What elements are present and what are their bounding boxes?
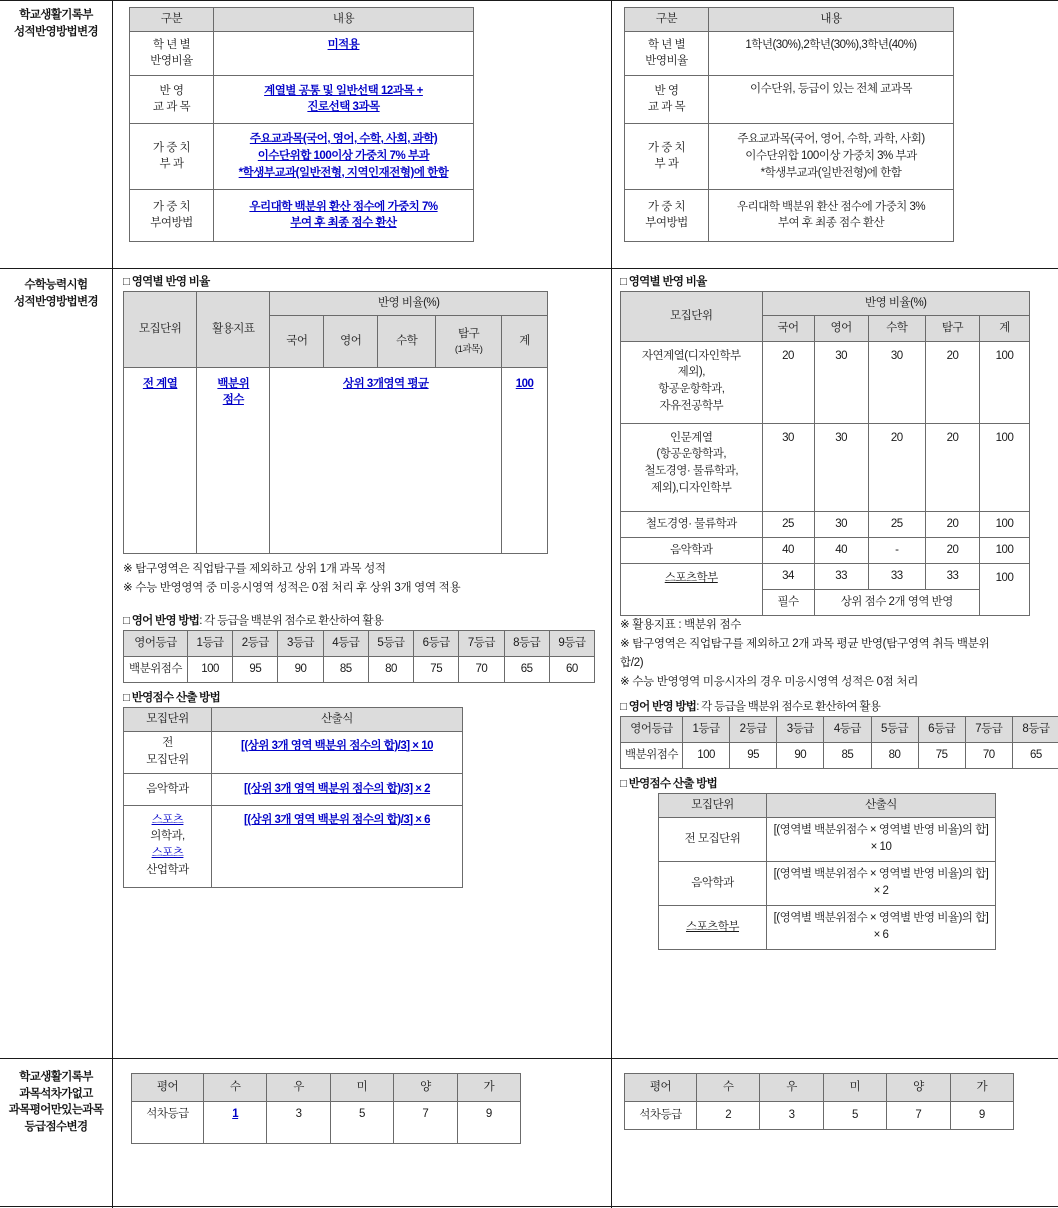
cell-unit: 자연계열(디자인학부 제외), 항공운항학과, 자유전공학부 xyxy=(621,341,763,423)
cell-score: 85 xyxy=(824,742,871,768)
cell-total: 100 xyxy=(502,367,548,553)
cell-formula: [(상위 3개 영역 백분위 점수의 합)/3] × 6 xyxy=(212,805,463,887)
col-header-grade: 7등급 xyxy=(965,716,1012,742)
col-header-unit: 모집단위 xyxy=(659,793,767,817)
right-ratio-table xyxy=(620,291,1030,616)
cell-score: 80 xyxy=(368,656,413,682)
col-header-english-grade: 영어등급 xyxy=(621,716,683,742)
cell-grade: 1 xyxy=(204,1102,267,1144)
col-header-ga: 가 xyxy=(950,1074,1013,1102)
col-header-grade: 6등급 xyxy=(414,630,459,656)
table-row xyxy=(124,292,548,316)
right-note: ※ 수능 반영영역 미응시자의 경우 미응시영역 성적은 0점 처리 xyxy=(620,673,1052,692)
table-row xyxy=(659,817,996,861)
right-note: 합/2) xyxy=(620,654,1052,673)
left-panel-suneung xyxy=(113,269,612,1059)
left-formula-section-title: □ 반영점수 산출 방법 xyxy=(123,689,605,705)
cell-value: 20 xyxy=(762,341,814,423)
col-header-mi: 미 xyxy=(330,1074,393,1102)
right-grade-table xyxy=(624,1073,1014,1130)
key-cell: 가 중 치 부 과 xyxy=(625,123,709,189)
cell-grade: 9 xyxy=(950,1102,1013,1130)
cell-score: 85 xyxy=(323,656,368,682)
cell-value: 30 xyxy=(814,341,868,423)
cell-score: 70 xyxy=(459,656,504,682)
row-header-percentile: 백분위점수 xyxy=(621,742,683,768)
col-header-index: 활용지표 xyxy=(197,292,270,368)
col-header-grade: 9등급 xyxy=(549,630,594,656)
right-english-conversion-table xyxy=(620,716,1058,769)
cell-score: 90 xyxy=(278,656,323,682)
right-panel-school-record xyxy=(612,1,1058,269)
cell-value: 40 xyxy=(814,537,868,563)
col-header-grade: 5등급 xyxy=(871,716,918,742)
value-cell: 우리대학 백분위 환산 점수에 가중치 3% 부여 후 최종 점수 환산 xyxy=(709,189,954,241)
col-header-math: 수학 xyxy=(378,315,436,367)
cell-score: 100 xyxy=(188,656,233,682)
table-row xyxy=(621,511,1030,537)
cell-index: 백분위 점수 xyxy=(197,367,270,553)
cell-unit: 철도경영· 물류학과 xyxy=(621,511,763,537)
row-header-rank: 석차등급 xyxy=(625,1102,697,1130)
col-header-grade: 2등급 xyxy=(233,630,278,656)
table-row xyxy=(621,537,1030,563)
cell-unit: 음악학과 xyxy=(659,861,767,905)
cell-formula: [(영역별 백분위점수 × 영역별 반영 비율)의 합] × 10 xyxy=(767,817,996,861)
table-row xyxy=(621,716,1058,742)
col-header-tamgu: 탐구 xyxy=(925,315,979,341)
table-row xyxy=(625,75,954,123)
key-cell: 가 중 치 부 과 xyxy=(130,123,214,189)
table-row xyxy=(124,367,548,553)
right-english-section-title: □ 영어 반영 방법: 각 등급을 백분위 점수로 환산하여 활용 xyxy=(620,698,1052,714)
cell-total: 100 xyxy=(980,511,1030,537)
key-cell: 가 중 치 부여방법 xyxy=(625,189,709,241)
cell-value: 33 xyxy=(925,563,979,589)
table-row xyxy=(124,805,463,887)
cell-grade: 5 xyxy=(823,1102,886,1130)
table-row xyxy=(124,656,595,682)
col-header-su: 수 xyxy=(204,1074,267,1102)
value-cell: 이수단위, 등급이 있는 전체 교과목 xyxy=(709,75,954,123)
left-panel-grade xyxy=(113,1059,612,1208)
left-english-section-title: □ 영어 반영 방법: 각 등급을 백분위 점수로 환산하여 활용 xyxy=(123,612,605,628)
cell-formula: [(영역별 백분위점수 × 영역별 반영 비율)의 합] × 6 xyxy=(767,905,996,949)
col-header-unit: 모집단위 xyxy=(621,292,763,342)
col-header-mi: 미 xyxy=(823,1074,886,1102)
col-header-grade: 4등급 xyxy=(824,716,871,742)
value-cell: 1학년(30%),2학년(30%),3학년(40%) xyxy=(709,31,954,75)
table-row xyxy=(132,1102,521,1144)
cell-required: 필수 xyxy=(762,589,814,615)
col-header-yang: 양 xyxy=(394,1074,457,1102)
cell-value: 30 xyxy=(762,423,814,511)
col-header-english: 영어 xyxy=(324,315,378,367)
col-header-grade: 8등급 xyxy=(1012,716,1058,742)
value-cell: 주요교과목(국어, 영어, 수학, 사회, 과학) 이수단위합 100이상 가중치 7% 부과 *학생부교과(일반전형, 지역인재전형)에 한함 xyxy=(214,123,474,189)
cell-value: 25 xyxy=(868,511,925,537)
cell-score: 100 xyxy=(683,742,730,768)
right-panel-suneung xyxy=(612,269,1058,1059)
col-header-math: 수학 xyxy=(868,315,925,341)
cell-formula: [(상위 3개 영역 백분위 점수의 합)/3] × 2 xyxy=(212,773,463,805)
left-note: ※ 탐구영역은 직업탐구를 제외하고 상위 1개 과목 성적 xyxy=(123,560,605,579)
col-header-korean: 국어 xyxy=(270,315,324,367)
table-row xyxy=(625,31,954,75)
table-row xyxy=(124,630,595,656)
cell-score: 65 xyxy=(1012,742,1058,768)
col-header-u: 우 xyxy=(267,1074,330,1102)
col-header-korean: 국어 xyxy=(762,315,814,341)
col-header-grade: 4등급 xyxy=(323,630,368,656)
cell-score: 95 xyxy=(730,742,777,768)
cell-formula: [(상위 3개 영역 백분위 점수의 합)/3] × 10 xyxy=(212,731,463,773)
col-header-yang: 양 xyxy=(887,1074,950,1102)
key-cell: 학 년 별 반영비율 xyxy=(625,31,709,75)
cell-total: 100 xyxy=(980,563,1030,615)
cell-score: 60 xyxy=(549,656,594,682)
cell-unit: 스포츠 의학과, 스포츠 산업학과 xyxy=(124,805,212,887)
value-cell: 우리대학 백분위 환산 점수에 가중치 7% 부여 후 최종 점수 환산 xyxy=(214,189,474,241)
key-cell: 반 영 교 과 목 xyxy=(130,75,214,123)
table-row xyxy=(625,1102,1014,1130)
cell-merged-average: 상위 3개영역 평균 xyxy=(270,367,502,553)
col-header-english: 영어 xyxy=(814,315,868,341)
value-cell: 계열별 공통 및 일반선택 12과목 + 진로선택 3과목 xyxy=(214,75,474,123)
col-header-naeyong: 내용 xyxy=(214,8,474,32)
cell-value: 30 xyxy=(814,423,868,511)
cell-note: 상위 점수 2개 영역 반영 xyxy=(814,589,979,615)
col-header-ga: 가 xyxy=(457,1074,520,1102)
left-ratio-table xyxy=(123,291,548,554)
table-row xyxy=(621,563,1030,589)
cell-unit: 인문계열 (항공운항학과, 철도경영· 물류학과, 제외),디자인학부 xyxy=(621,423,763,511)
cell-formula: [(영역별 백분위점수 × 영역별 반영 비율)의 합] × 2 xyxy=(767,861,996,905)
table-row xyxy=(130,8,474,32)
table-row xyxy=(659,793,996,817)
value-cell: 미적용 xyxy=(214,31,474,75)
table-row xyxy=(625,123,954,189)
cell-score: 95 xyxy=(233,656,278,682)
col-header-total: 계 xyxy=(502,315,548,367)
table-row xyxy=(130,123,474,189)
col-header-formula: 산출식 xyxy=(212,707,463,731)
cell-grade: 2 xyxy=(697,1102,760,1130)
cell-value: 20 xyxy=(925,537,979,563)
left-english-conversion-table xyxy=(123,630,595,683)
col-header-english-grade: 영어등급 xyxy=(124,630,188,656)
cell-value: 33 xyxy=(868,563,925,589)
row-label-line: 성적반영방법변경 xyxy=(14,294,98,311)
cell-score: 80 xyxy=(871,742,918,768)
table-row xyxy=(124,731,463,773)
col-header-unit: 모집단위 xyxy=(124,292,197,368)
row-label-suneung xyxy=(0,269,113,1059)
col-header-grade: 2등급 xyxy=(730,716,777,742)
col-header-u: 우 xyxy=(760,1074,823,1102)
cell-unit: 전 계열 xyxy=(124,367,197,553)
value-cell: 주요교과목(국어, 영어, 수학, 과학, 사회) 이수단위합 100이상 가중치 3% 부과 *학생부교과(일반전형)에 한함 xyxy=(709,123,954,189)
cell-value: 20 xyxy=(868,423,925,511)
right-formula-section-title: □ 반영점수 산출 방법 xyxy=(620,775,1052,791)
cell-score: 75 xyxy=(414,656,459,682)
cell-grade: 3 xyxy=(760,1102,823,1130)
row-label-line: 과목석차가없고 xyxy=(9,1086,104,1103)
cell-grade: 7 xyxy=(394,1102,457,1144)
col-header-total: 계 xyxy=(980,315,1030,341)
cell-score: 75 xyxy=(918,742,965,768)
cell-grade: 7 xyxy=(887,1102,950,1130)
cell-unit: 스포츠학부 xyxy=(659,905,767,949)
cell-value: 30 xyxy=(814,511,868,537)
table-row xyxy=(124,773,463,805)
cell-unit: 전 모집단위 xyxy=(124,731,212,773)
cell-value: 30 xyxy=(868,341,925,423)
left-grade-table xyxy=(131,1073,521,1144)
col-header-grade: 8등급 xyxy=(504,630,549,656)
col-header-gubun: 구분 xyxy=(625,8,709,32)
col-header-pyeongeo: 평어 xyxy=(132,1074,204,1102)
cell-unit: 음악학과 xyxy=(124,773,212,805)
col-header-grade: 3등급 xyxy=(777,716,824,742)
left-ratio-section-title: □ 영역별 반영 비율 xyxy=(123,273,605,289)
table-row xyxy=(130,75,474,123)
row-header-percentile: 백분위점수 xyxy=(124,656,188,682)
col-header-naeyong: 내용 xyxy=(709,8,954,32)
col-header-tamgu: 탐구 (1과목) xyxy=(436,315,502,367)
cell-score: 70 xyxy=(965,742,1012,768)
table-row xyxy=(621,341,1030,423)
col-header-grade: 3등급 xyxy=(278,630,323,656)
right-note: ※ 탐구영역은 직업탐구를 제외하고 2개 과목 평균 반영(탐구영역 취득 백분위 xyxy=(620,635,1052,654)
col-header-gubun: 구분 xyxy=(130,8,214,32)
cell-value: 40 xyxy=(762,537,814,563)
col-header-pyeongeo: 평어 xyxy=(625,1074,697,1102)
cell-value: 20 xyxy=(925,341,979,423)
col-header-grade: 5등급 xyxy=(368,630,413,656)
table-row xyxy=(625,8,954,32)
right-school-record-table xyxy=(624,7,954,242)
cell-value: - xyxy=(868,537,925,563)
row-label-line: 학교생활기록부 xyxy=(9,1069,104,1086)
table-row xyxy=(659,861,996,905)
table-row xyxy=(625,1074,1014,1102)
table-row xyxy=(621,423,1030,511)
cell-unit: 스포츠학부 xyxy=(621,563,763,615)
table-row xyxy=(621,742,1058,768)
col-header-su: 수 xyxy=(697,1074,760,1102)
left-formula-table xyxy=(123,707,463,888)
key-cell: 반 영 교 과 목 xyxy=(625,75,709,123)
key-cell: 가 중 치 부여방법 xyxy=(130,189,214,241)
col-header-grade: 1등급 xyxy=(188,630,233,656)
table-row xyxy=(621,292,1030,316)
row-header-rank: 석차등급 xyxy=(132,1102,204,1144)
cell-value: 34 xyxy=(762,563,814,589)
cell-unit: 음악학과 xyxy=(621,537,763,563)
left-panel-school-record xyxy=(113,1,612,269)
right-panel-grade xyxy=(612,1059,1058,1208)
cell-total: 100 xyxy=(980,537,1030,563)
cell-grade: 3 xyxy=(267,1102,330,1144)
col-header-grade: 1등급 xyxy=(683,716,730,742)
cell-unit: 전 모집단위 xyxy=(659,817,767,861)
row-label-line: 등급점수변경 xyxy=(9,1119,104,1136)
key-cell: 학 년 별 반영비율 xyxy=(130,31,214,75)
table-row xyxy=(130,31,474,75)
cell-value: 33 xyxy=(814,563,868,589)
right-note: ※ 활용지표 : 백분위 점수 xyxy=(620,616,1052,635)
row-label-line: 학교생활기록부 xyxy=(14,7,98,24)
table-row xyxy=(625,189,954,241)
cell-value: 20 xyxy=(925,423,979,511)
cell-score: 65 xyxy=(504,656,549,682)
cell-value: 25 xyxy=(762,511,814,537)
cell-grade: 5 xyxy=(330,1102,393,1144)
cell-grade: 9 xyxy=(457,1102,520,1144)
col-header-unit: 모집단위 xyxy=(124,707,212,731)
cell-total: 100 xyxy=(980,341,1030,423)
row-label-school-record-top xyxy=(0,1,113,269)
cell-value: 20 xyxy=(925,511,979,537)
left-school-record-table xyxy=(129,7,474,242)
row-label-line: 과목평어만있는과목 xyxy=(9,1102,104,1119)
col-header-grade: 7등급 xyxy=(459,630,504,656)
col-header-ratio-group: 반영 비율(%) xyxy=(762,292,1029,316)
cell-score: 90 xyxy=(777,742,824,768)
right-formula-table xyxy=(658,793,996,950)
row-label-line: 성적반영방법변경 xyxy=(14,24,98,41)
table-row xyxy=(659,905,996,949)
cell-total: 100 xyxy=(980,423,1030,511)
right-ratio-section-title: □ 영역별 반영 비율 xyxy=(620,273,1052,289)
col-header-formula: 산출식 xyxy=(767,793,996,817)
table-row xyxy=(130,189,474,241)
col-header-ratio-group: 반영 비율(%) xyxy=(270,292,548,316)
row-label-line: 수학능력시험 xyxy=(14,277,98,294)
table-row xyxy=(124,707,463,731)
col-header-grade: 6등급 xyxy=(918,716,965,742)
row-label-grade-change xyxy=(0,1059,113,1208)
left-note: ※ 수능 반영영역 중 미응시영역 성적은 0점 처리 후 상위 3개 영역 적용 xyxy=(123,579,605,598)
table-row xyxy=(132,1074,521,1102)
